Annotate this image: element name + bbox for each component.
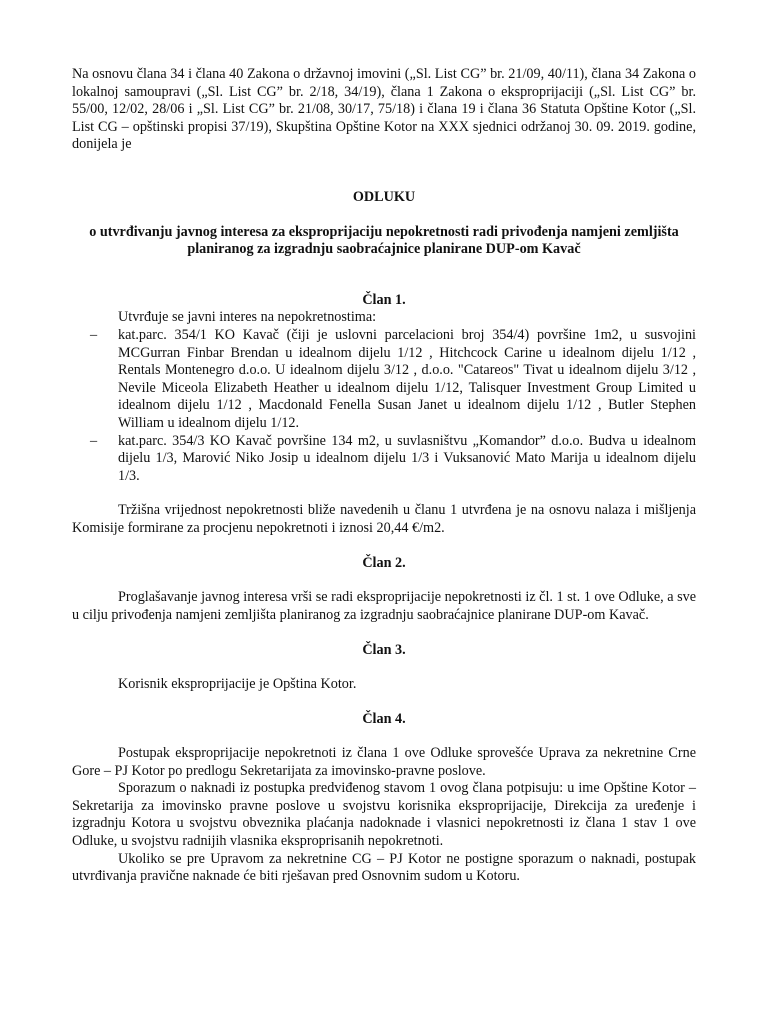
- article-4-paragraph-2: Sporazum o naknadi iz postupka predviđenog stavom 1 ovog člana potpisuju: u ime Opštine Kotor – Sekretarija za imovinsko pravne poslove u svojstvu korisnika eksproprijacije, Direkcija za uređenje i izgradnju Kotora u svojstvu obveznika plaćanja nadoknade i vlasnici nepokretnosti iz člana 1 stav 1 ove Odluke, u svojstvu radnijih vlasnika eksproprisanih nepokretnoti.: [72, 780, 696, 849]
- article-1-valuation-paragraph: Tržišna vrijednost nepokretnosti bliže navedenih u članu 1 utvrđena je na osnovu nalaza i mišljenja Komisije formirane za procjenu nepokretnoti i iznosi 20,44 €/m2.: [72, 502, 696, 536]
- document-body: [72, 66, 696, 886]
- article-4-paragraph-1: Postupak eksproprijacije nepokretnoti iz člana 1 ove Odluke sprovešće Uprava za nekretnine Crne Gore – PJ Kotor po predlogu Sekretarijata za imovinsko-pravne poslove.: [72, 745, 696, 779]
- list-item: [72, 433, 696, 486]
- preamble-paragraph: Na osnovu člana 34 i člana 40 Zakona o državnoj imovini („Sl. List CG” br. 21/09, 40/11), člana 34 Zakona o lokalnoj samoupravi („Sl. List CG” br. 2/18, 34/19), člana 1 Zakona o eksproprijaciji („Sl. List CG” br. 55/00, 12/02, 28/06 i „Sl. List CG” br. 21/08, 30/17, 75/18) i člana 19 i člana 36 Statuta Opštine Kotor („Sl. List CG – opštinski propisi 37/19), Skupština Opštine Kotor na XXX sjednici održanoj 30. 09. 2019. godine, donijela je: [72, 66, 696, 153]
- list-item-text: kat.parc. 354/3 KO Kavač površine 134 m2, u suvlasništvu „Komandor” d.o.o. Budva u idealnom dijelu 1/3, Marović Niko Josip u idealnom dijelu 1/3 i Vuksanović Mato Marija u idealnom dijelu 1/3.: [118, 432, 696, 484]
- article-1-lead: Utvrđuje se javni interes na nepokretnostima:: [118, 309, 377, 326]
- article-2-heading: Član 2.: [362, 555, 406, 572]
- article-1-heading: Član 1.: [362, 291, 406, 308]
- article-3-paragraph: Korisnik eksproprijacije je Opština Kotor.: [118, 675, 357, 692]
- property-list: [72, 327, 696, 485]
- list-bullet: –: [90, 326, 98, 343]
- list-item-text: kat.parc. 354/1 KO Kavač (čiji je uslovni parcelacioni broj 354/4) površine 1m2, u susvojini MCGurran Finbar Brendan u idealnom dijelu 1/12 , Hitchcock Carine u idealnom dijelu 1/12 , Rentals Montenegro d.o.o. U idealnom dijelu 3/12 , d.o.o. "Catareos" Tivat u idealnom dijelu 3/12 , Nevile Miceola Elizabeth Heather u idealnom dijelu 1/12, Talisquer Investment Group Limited u idealnom dijelu 1/12 , Macdonald Fenella Susan Janet u idealnom dijelu 1/12 , Butler Stephen William u idealnom dijelu 1/12.: [118, 326, 696, 431]
- document-subtitle: o utvrđivanju javnog interesa za eksproprijaciju nepokretnosti radi privođenja namjeni zemljišta planiranog za izgradnju saobraćajnice planirane DUP-om Kavač: [89, 223, 679, 258]
- document-title: ODLUKU: [352, 188, 416, 205]
- article-4-heading: Član 4.: [362, 711, 406, 728]
- article-2-paragraph: Proglašavanje javnog interesa vrši se radi eksproprijacije nepokretnosti iz čl. 1 st. 1 ove Odluke, a sve u cilju privođenja namjeni zemljišta planiranog za izgradnju saobraćajnice planirane DUP-om Kavač.: [72, 589, 696, 623]
- article-3-heading: Član 3.: [362, 642, 406, 659]
- article-4-paragraph-3: Ukoliko se pre Upravom za nekretnine CG – PJ Kotor ne postigne sporazum o naknadi, postupak utvrđivanja pravične naknade će biti rješavan pred Osnovnim sudom u Kotoru.: [72, 850, 696, 885]
- list-item: [72, 327, 696, 433]
- list-bullet: –: [90, 432, 98, 449]
